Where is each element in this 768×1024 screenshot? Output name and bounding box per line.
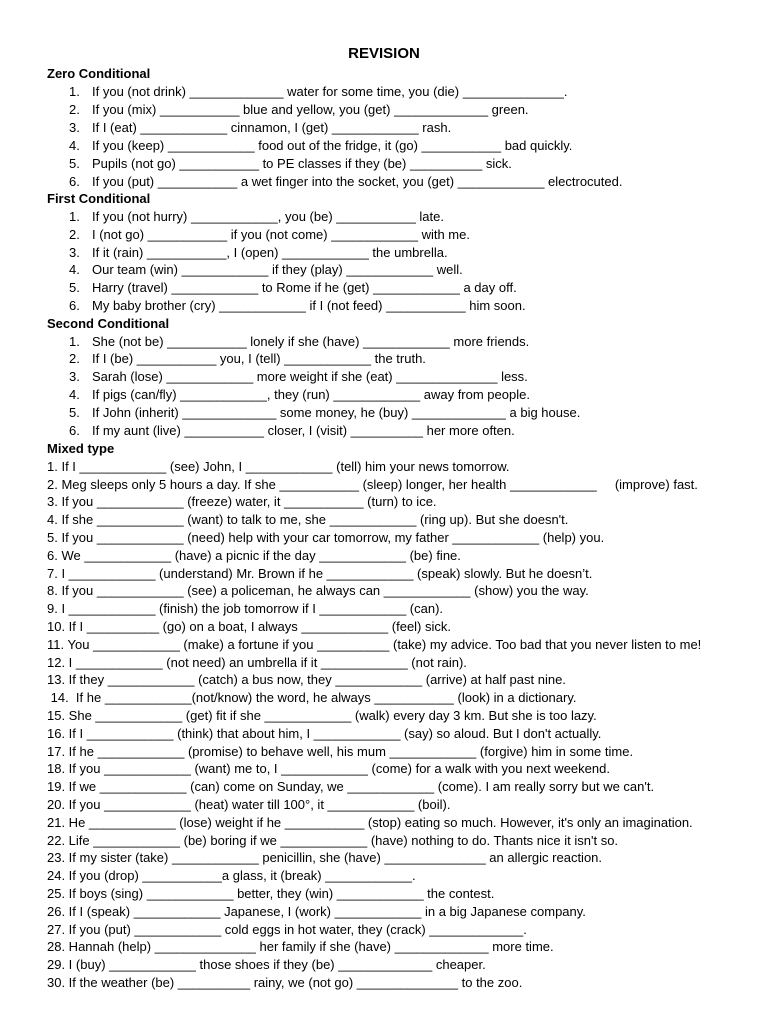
mixed-item: 25. If boys (sing) ____________ better, they (win) ____________ the contest. [47,886,495,901]
exercise-item [69,173,622,190]
section-heading-zero-conditional: Zero Conditional [47,66,151,81]
mixed-item: 16. If I ____________ (think) that about him, I ____________ (say) so aloud. But I don't actually. [47,726,602,741]
exercise-item [69,261,463,278]
mixed-item: 14. If he ____________(not/know) the word, he always ___________ (look) in a dictionary. [47,690,577,705]
exercise-item [69,155,512,172]
mixed-item: 17. If he ____________ (promise) to behave well, his mum ____________ (forgive) him in some time. [47,744,634,759]
item-text: My baby brother (cry) ____________ if I (not feed) ___________ him soon. [92,298,526,313]
mixed-item: 24. If you (drop) ___________a glass, it (break) ____________. [47,868,416,883]
item-number: 4. [69,262,80,277]
section-heading-second-conditional: Second Conditional [47,316,170,331]
section-heading-mixed-type: Mixed type [47,441,115,456]
mixed-item: 13. If they ____________ (catch) a bus now, they ____________ (arrive) at half past nine. [47,672,566,687]
mixed-item: 22. Life ____________ (be) boring if we ____________ (have) nothing to do. Thants nice it isn't so. [47,833,619,848]
item-text: Sarah (lose) ____________ more weight if she (eat) ______________ less. [92,369,528,384]
mixed-item: 29. I (buy) ____________ those shoes if they (be) _____________ cheaper. [47,957,486,972]
mixed-item: 15. She ____________ (get) fit if she ____________ (walk) every day 3 km. But she is too lazy. [47,708,597,723]
mixed-item: 20. If you ____________ (heat) water till 100°, it ____________ (boil). [47,797,451,812]
item-text: If you (mix) ___________ blue and yellow, you (get) _____________ green. [92,102,529,117]
mixed-item: 11. You ____________ (make) a fortune if you __________ (take) my advice. Too bad that you never listen to me! [47,637,702,652]
exercise-item [69,368,528,385]
item-number: 1. [69,84,80,99]
mixed-item: 4. If she ____________ (want) to talk to me, she ____________ (ring up). But she doesn't. [47,512,569,527]
item-text: If you (keep) ____________ food out of the fridge, it (go) ___________ bad quickly. [92,138,573,153]
exercise-item [69,422,515,439]
item-number: 1. [69,209,80,224]
exercise-item [69,83,568,100]
item-number: 6. [69,423,80,438]
item-text: Pupils (not go) ___________ to PE classes if they (be) __________ sick. [92,156,512,171]
item-text: She (not be) ___________ lonely if she (have) ____________ more friends. [92,334,530,349]
item-text: If my aunt (live) ___________ closer, I (visit) __________ her more often. [92,423,515,438]
item-number: 6. [69,174,80,189]
mixed-item: 8. If you ____________ (see) a policeman, he always can ____________ (show) you the way. [47,583,589,598]
exercise-item [69,101,529,118]
mixed-item: 18. If you ____________ (want) me to, I ____________ (come) for a walk with you next weekend. [47,761,610,776]
item-text: If I (eat) ____________ cinnamon, I (get) ____________ rash. [92,120,452,135]
mixed-item: 30. If the weather (be) __________ rainy, we (not go) ______________ to the zoo. [47,975,523,990]
exercise-item [69,244,448,261]
item-text: If you (put) ___________ a wet finger into the socket, you (get) ____________ electrocuted. [92,174,623,189]
mixed-item: 1. If I ____________ (see) John, I ____________ (tell) him your news tomorrow. [47,459,510,474]
exercise-item [69,350,426,367]
item-number: 2. [69,351,80,366]
item-number: 5. [69,156,80,171]
item-text: If pigs (can/fly) ____________, they (run) ____________ away from people. [92,387,530,402]
item-number: 4. [69,138,80,153]
item-text: I (not go) ___________ if you (not come) ____________ with me. [92,227,470,242]
item-number: 2. [69,102,80,117]
item-number: 3. [69,369,80,384]
exercise-item [69,208,444,225]
item-number: 6. [69,298,80,313]
exercise-item [69,404,580,421]
mixed-item: 9. I ____________ (finish) the job tomorrow if I ____________ (can). [47,601,444,616]
exercise-item [69,137,572,154]
mixed-item: 7. I ____________ (understand) Mr. Brown if he ____________ (speak) slowly. But he doesn’t. [47,566,593,581]
item-number: 4. [69,387,80,402]
item-number: 1. [69,334,80,349]
item-text: If it (rain) ___________, I (open) ____________ the umbrella. [92,245,448,260]
page-title: REVISION [348,45,420,62]
item-text: If John (inherit) _____________ some money, he (buy) _____________ a big house. [92,405,581,420]
mixed-item: 19. If we ____________ (can) come on Sunday, we ____________ (come). I am really sorry but we can't. [47,779,655,794]
mixed-item: 21. He ____________ (lose) weight if he ___________ (stop) eating so much. However, it's only an imagination. [47,815,693,830]
mixed-item: 23. If my sister (take) ____________ penicillin, she (have) ______________ an allergic reaction. [47,850,603,865]
exercise-item [69,279,517,296]
item-number: 3. [69,245,80,260]
mixed-item: 2. Meg sleeps only 5 hours a day. If she ___________ (sleep) longer, her health ____________ (improve) fast. [47,477,698,492]
item-number: 2. [69,227,80,242]
item-text: If I (be) ___________ you, I (tell) ____________ the truth. [92,351,426,366]
exercise-item [69,119,451,136]
item-text: Our team (win) ____________ if they (play) ____________ well. [92,262,463,277]
item-number: 5. [69,405,80,420]
mixed-item: 27. If you (put) ____________ cold eggs in hot water, they (crack) _____________. [47,922,527,937]
item-number: 5. [69,280,80,295]
item-number: 3. [69,120,80,135]
exercise-item [69,333,529,350]
mixed-item: 26. If I (speak) ____________ Japanese, I (work) ____________ in a big Japanese company. [47,904,586,919]
mixed-item: 3. If you ____________ (freeze) water, it ___________ (turn) to ice. [47,494,437,509]
exercise-item [69,297,526,314]
mixed-item: 5. If you ____________ (need) help with your car tomorrow, my father ____________ (help) you. [47,530,605,545]
item-text: If you (not hurry) ____________, you (be) ___________ late. [92,209,444,224]
exercise-item [69,226,470,243]
mixed-item: 6. We ____________ (have) a picnic if the day ____________ (be) fine. [47,548,461,563]
mixed-item: 10. If I __________ (go) on a boat, I always ____________ (feel) sick. [47,619,451,634]
mixed-item: 12. I ____________ (not need) an umbrella if it ____________ (not rain). [47,655,467,670]
item-text: Harry (travel) ____________ to Rome if he (get) ____________ a day off. [92,280,517,295]
exercise-item [69,386,530,403]
section-heading-first-conditional: First Conditional [47,191,151,206]
item-text: If you (not drink) _____________ water for some time, you (die) ______________. [92,84,568,99]
mixed-item: 28. Hannah (help) ______________ her family if she (have) _____________ more time. [47,939,554,954]
